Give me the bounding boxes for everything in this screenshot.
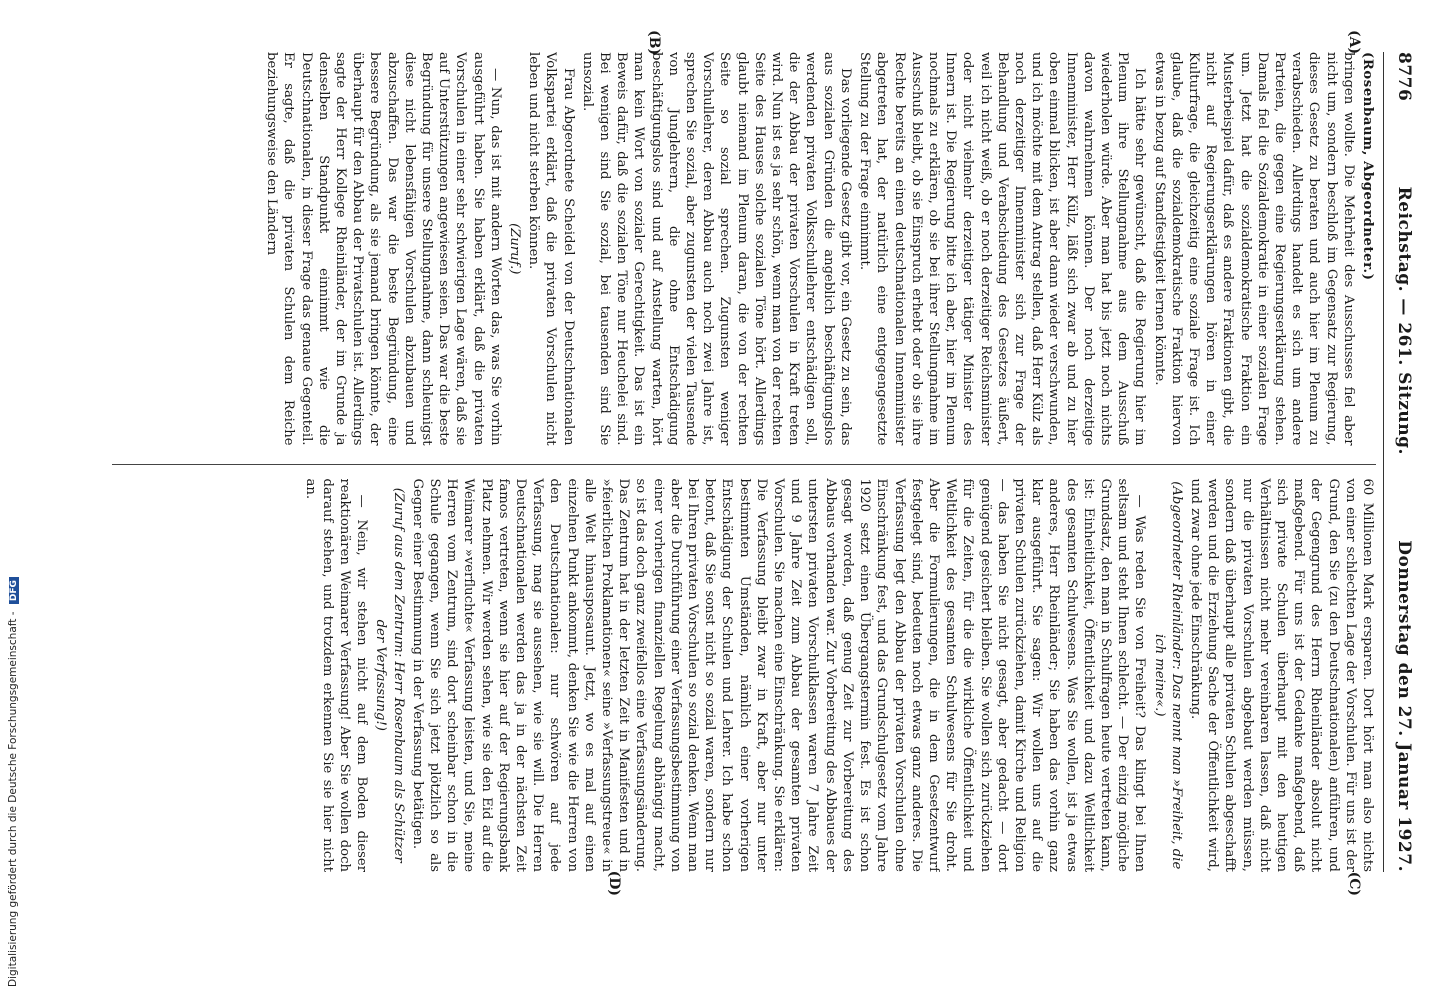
- margin-marker-a: (A): [1346, 30, 1362, 55]
- dfg-logo: DFG: [9, 577, 19, 604]
- paragraph: Frau Abgeordnete Scheidel von der Deutschnationalen Volkspartei erklärt, daß die privaten Vorschulen nicht leben und nicht sterben können.: [526, 52, 576, 446]
- left-column: [112, 52, 1376, 446]
- margin-marker-c: (C): [1346, 871, 1362, 896]
- rotated-page-content: [92, 22, 1422, 902]
- interjection: (Zuruf aus dem Zentrum: Herr Rosenbaum als Schützer der Verfassung!): [373, 487, 406, 863]
- speaker-name: (Rosenbaum, Abgeordneter.): [1360, 52, 1375, 281]
- document-page: [92, 22, 1422, 902]
- paragraph: — Nun, das ist mit andern Worten das, was Sie vorhin ausgeführt haben. Sie haben erklärt, daß die privaten Vorschulen in einer sehr schwierigen Lage wären, daß sie auf Unterstützungen angewiesen seien. Das war die beste Begründung für unsere Stellungnahme, dann schleunigst diese nicht lebensfähigen Vorschulen abzubauen und abzuschaffen. Das war die beste Begründung, eine bessere Begründung, als sie jemand bringen könnte, der überhaupt für den Abbau der Privatschulen ist. Allerdings sagte der Herr Kollege Rheinländer, der im Grunde ja denselben Standpunkt einnimmt wie die Deutschnationalen, in dieser Frage das genaue Gegenteil. Er sagte, daß die privaten Schulen dem Reiche beziehungsweise den Ländern: [264, 52, 503, 446]
- funding-sidebar: [4, 2, 18, 992]
- page-header: [1383, 52, 1414, 872]
- paragraph: 60 Millionen Mark ersparen. Dort hört man also nichts von einer schlechten Lage der Vorschulen. Für uns ist der Grund, den Sie (zu den Deutschnationalen) anführen, und der Gegengrund des Herrn Rheinländer absolut nicht maßgebend. Für uns ist der Gedanke maßgebend, daß sich private Schulen überhaupt mit den heutigen Verhältnissen nicht mehr vereinbaren lassen, daß nicht nur die privaten Vorschulen abgebaut werden müssen, sondern daß überhaupt alle privaten Schulen abgeschafft werden und die Erziehung Sache der Öffentlichkeit wird, und zwar ohne jede Einschränkung.: [1187, 478, 1375, 872]
- margin-marker-d: (D): [606, 870, 622, 896]
- margin-marker-b: (B): [646, 30, 662, 56]
- funding-text: Digitalisierung gefördert durch die Deutsche Forschungsgemeinschaft -: [7, 611, 19, 987]
- funding-note: [7, 7, 21, 987]
- paragraph: Das vorliegende Gesetz gibt vor, ein Gesetz zu sein, das aus sozialen Gründen die angeblich beschäftigungslos werdenden privaten Volksschullehrer entschädigen soll, die der Abbau der privaten Vorschulen in Kraft treten wird. Nun ist es ja sehr schön, wenn man von der rechten Seite des Hauses solche sozialen Töne hört. Allerdings glaubt niemand im Plenum daran, die von der rechten Seite so sozial sprechen. Zugunsten weniger Vorschullehrer, deren Abbau auch noch zwei Jahre ist, sprechen Sie sozial, aber zugunsten der vielen Tausende von Junglehrern, die ohne Entschädigung beschäftigungslos sind und auf Anstellung warten, hört man kein Wort von sozialer Gerechtigkeit. Das ist ein Beweis dafür, daß die sozialen Töne nur Heuchelei sind. Bei wenigen sind Sie sozial, bei tausenden sind Sie unsozial.: [579, 52, 853, 446]
- paragraph: Ich hätte sehr gewünscht, daß die Regierung hier im Plenum ihre Stellungnahme aus dem Ausschuß wiederholen würde. Aber man hat bis jetzt noch nichts davon wahrnehmen können. Der noch derzeitige Innenminister, Herr Külz, läßt sich zwar ab und zu hier oben einmal blicken, ist aber dann wieder verschwunden, und ich möchte mit dem Antrag stellen, daß Herr Külz als noch derzeitiger Innenminister sich zur Frage der Behandlung und Verabschiedung des Gesetzes äußert, weil ich nicht weiß, ob er noch derzeitiger Reichsminister oder nicht vielmehr derzeitiger tätiger Minister des Innern ist. Die Regierung bitte ich aber, hier im Plenum nochmals zu erklären, ob sie bei ihrer Stellungnahme im Ausschuß bleibt, ob sie Einspruch erhebt oder ob sie ihre Rechte bereits an einen deutschnationalen Innenminister abgetreten hat, der natürlich eine entgegengesetzte Stellung zu der Frage einnimmt.: [857, 52, 1148, 446]
- interjection: (Zuruf.): [507, 223, 523, 275]
- interjection: (Abgeordneter Rheinländer: Das nennt man »Freiheit, die ich meine«.): [1151, 481, 1184, 870]
- paragraph: — Nein, wir stehen nicht auf dem Boden dieser reaktionären Weimarer Verfassung! Aber Sie wollen doch darauf stehen, und trotzdem erkennen Sie sie hier nicht an.: [302, 478, 370, 872]
- page-number: 8776: [1394, 52, 1414, 102]
- text-columns: [112, 52, 1376, 872]
- session-title: Reichstag. — 261. Sitzung.: [1394, 186, 1414, 455]
- paragraph: — Was reden Sie von Freiheit? Das klingt bei Ihnen seltsam und steht Ihnen schlecht. — Der einzig mögliche Grundsatz, den man in Schulfragen heute vertreten kann, ist: Einheitlichkeit, Öffentlichkeit und dazu Weltlichkeit des gesamten Schulwesens. Was Sie wollen, ist ja etwas anderes, Herr Rheinländer; Sie haben das vorhin ganz klar ausgeführt. Sie sagen: Wir wollen uns auf die privaten Schulen zurückziehen, damit Kirche und Religion — das haben Sie nicht gesagt, aber gedacht — dort genügend gesichert bleiben. Sie wollen sich zurückziehen für die Zeiten, für die die wirkliche Öffentlichkeit und Weltlichkeit des gesamten Schulwesens für Sie droht. Aber die Formulierungen, die in dem Gesetzentwurf festgelegt sind, bedeuten noch etwas ganz anderes. Die Verfassung legt den Abbau der privaten Vorschulen ohne Einschränkung fest, und das Grundschulgesetz vom Jahre 1920 setzt einen Übergangstermin fest. Es ist schon gesagt worden, daß genug Zeit zur Vorbereitung des Abbaus vorhanden war. Zur Vorbereitung des Abbaues der untersten privaten Vorschulklassen waren 7 Jahre Zeit und 9 Jahre Zeit zum Abbau der gesamten privaten Vorschulen. Sie machen eine Einschränkung. Sie erklären: Die Verfassung bleibt zwar in Kraft, aber nur unter bestimmten Umständen, nämlich einer vorherigen Entschädigung der Schulen und Lehrer. Ich habe schon betont, daß Sie sonst nicht so sozial waren, sondern nur bei Ihren privaten Vorschulen so sozial denken. Wenn man aber die Durchführung einer Verfassungsbestimmung von einer vorherigen finanziellen Regelung abhängig macht, so ist das doch ganz zweifellos eine Verfassungsänderung. Das Zentrum hat in der letzten Zeit in Manifesten und in »feierlichen Proklamationen« seine »Verfassungstreue« in alle Welt hinausposaunt. Jetzt, wo es mal auf einen einzelnen Punkt ankommt, denken Sie wie die Herren von den Deutschnationalen: nur schwören auf jede Verfassung, mag sie aussehen, wie sie will. Die Herren Deutschnationalen werden das ja in der nächsten Zeit famos vertreten, wenn sie hier auf der Regierungsbank Platz nehmen. Wir werden sehen, wie sie den Eid auf die Weimarer »verfluchte« Verfassung leisten, und Sie, meine Herren vom Zentrum, sind dort scheinbar schon in die Schule gegangen, wenn Sie sich jetzt plötzlich so als Gegner einer Bestimmung in der Verfassung betätigen.: [409, 478, 1148, 872]
- paragraph: bringen wollte. Die Mehrheit des Ausschusses fiel aber nicht um, sondern beschloß im Gegensatz zur Regierung, dieses Gesetz zu beraten und auch hier im Plenum zu verabschieden. Allerdings handelt es sich um andere Parteien, die gegen eine Regierungserklärung stehen. Damals fiel die Sozialdemokratie in einer sozialen Frage um. Jetzt hat die sozialdemokratische Fraktion ein Musterbeispiel dafür, daß es andere Fraktionen gibt, die nicht auf Regierungserklärungen hören in einer Kulturfrage, die gleichzeitig eine soziale Frage ist. Ich glaube, daß die sozialdemokratische Fraktion hiervon etwas in bezug auf Standfestigkeit lernen könnte.: [1151, 52, 1356, 446]
- session-date: Donnerstag den 27. Januar 1927.: [1394, 540, 1414, 872]
- right-column: [112, 464, 1376, 873]
